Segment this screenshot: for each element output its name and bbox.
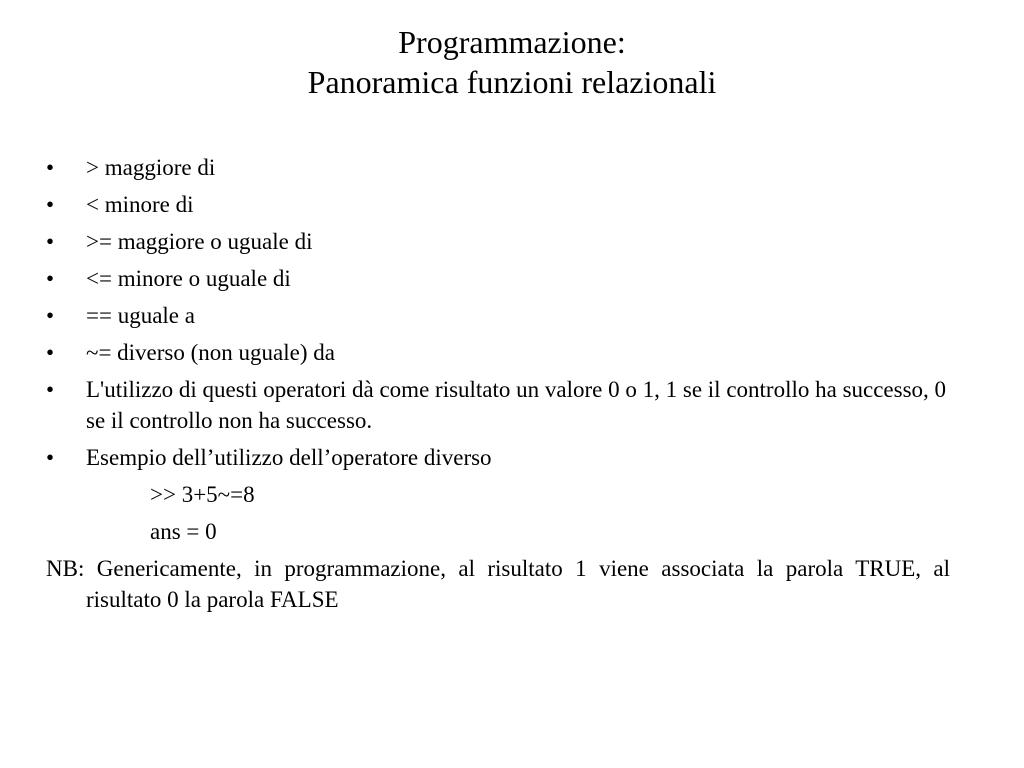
list-item [46,152,950,183]
nb-note: NB: Genericamente, in programmazione, al risultato 1 viene associata la parola TRUE, al risultato 0 la parola FALSE [46,556,950,612]
list-item [46,374,950,436]
list-item-text: < minore di [86,192,194,217]
code-result-line: ans = 0 [150,519,217,544]
title-line-1: Programmazione: [398,24,626,60]
slide-content [46,152,950,615]
list-item [46,226,950,257]
bullet-icon: • [46,155,55,180]
list-item [46,263,950,294]
bullet-icon: • [46,445,55,470]
slide-title [0,22,1024,102]
list-item-text: <= minore o uguale di [86,266,291,291]
list-item-text: > maggiore di [86,155,216,180]
bullet-icon: • [46,266,55,291]
code-command-line: >> 3+5~=8 [150,482,255,507]
bullet-icon: • [46,229,55,254]
list-item [46,300,950,331]
list-item-text: ~= diverso (non uguale) da [86,340,335,365]
title-line-2: Panoramica funzioni relazionali [307,64,717,100]
bullet-icon: • [46,340,55,365]
list-item [46,337,950,368]
bullet-icon: • [46,192,55,217]
list-item-text: == uguale a [86,303,195,328]
list-item-text: >= maggiore o uguale di [86,229,313,254]
list-item [46,442,950,473]
list-item [46,189,950,220]
bullet-icon: • [46,303,55,328]
bullet-icon: • [46,377,55,402]
list-item-text: L'utilizzo di questi operatori dà come risultato un valore 0 o 1, 1 se il controllo ha successo, 0 se il controllo non ha successo. [86,377,947,433]
bullet-list [46,152,950,473]
list-item-text: Esempio dell’utilizzo dell’operatore diverso [86,445,492,470]
